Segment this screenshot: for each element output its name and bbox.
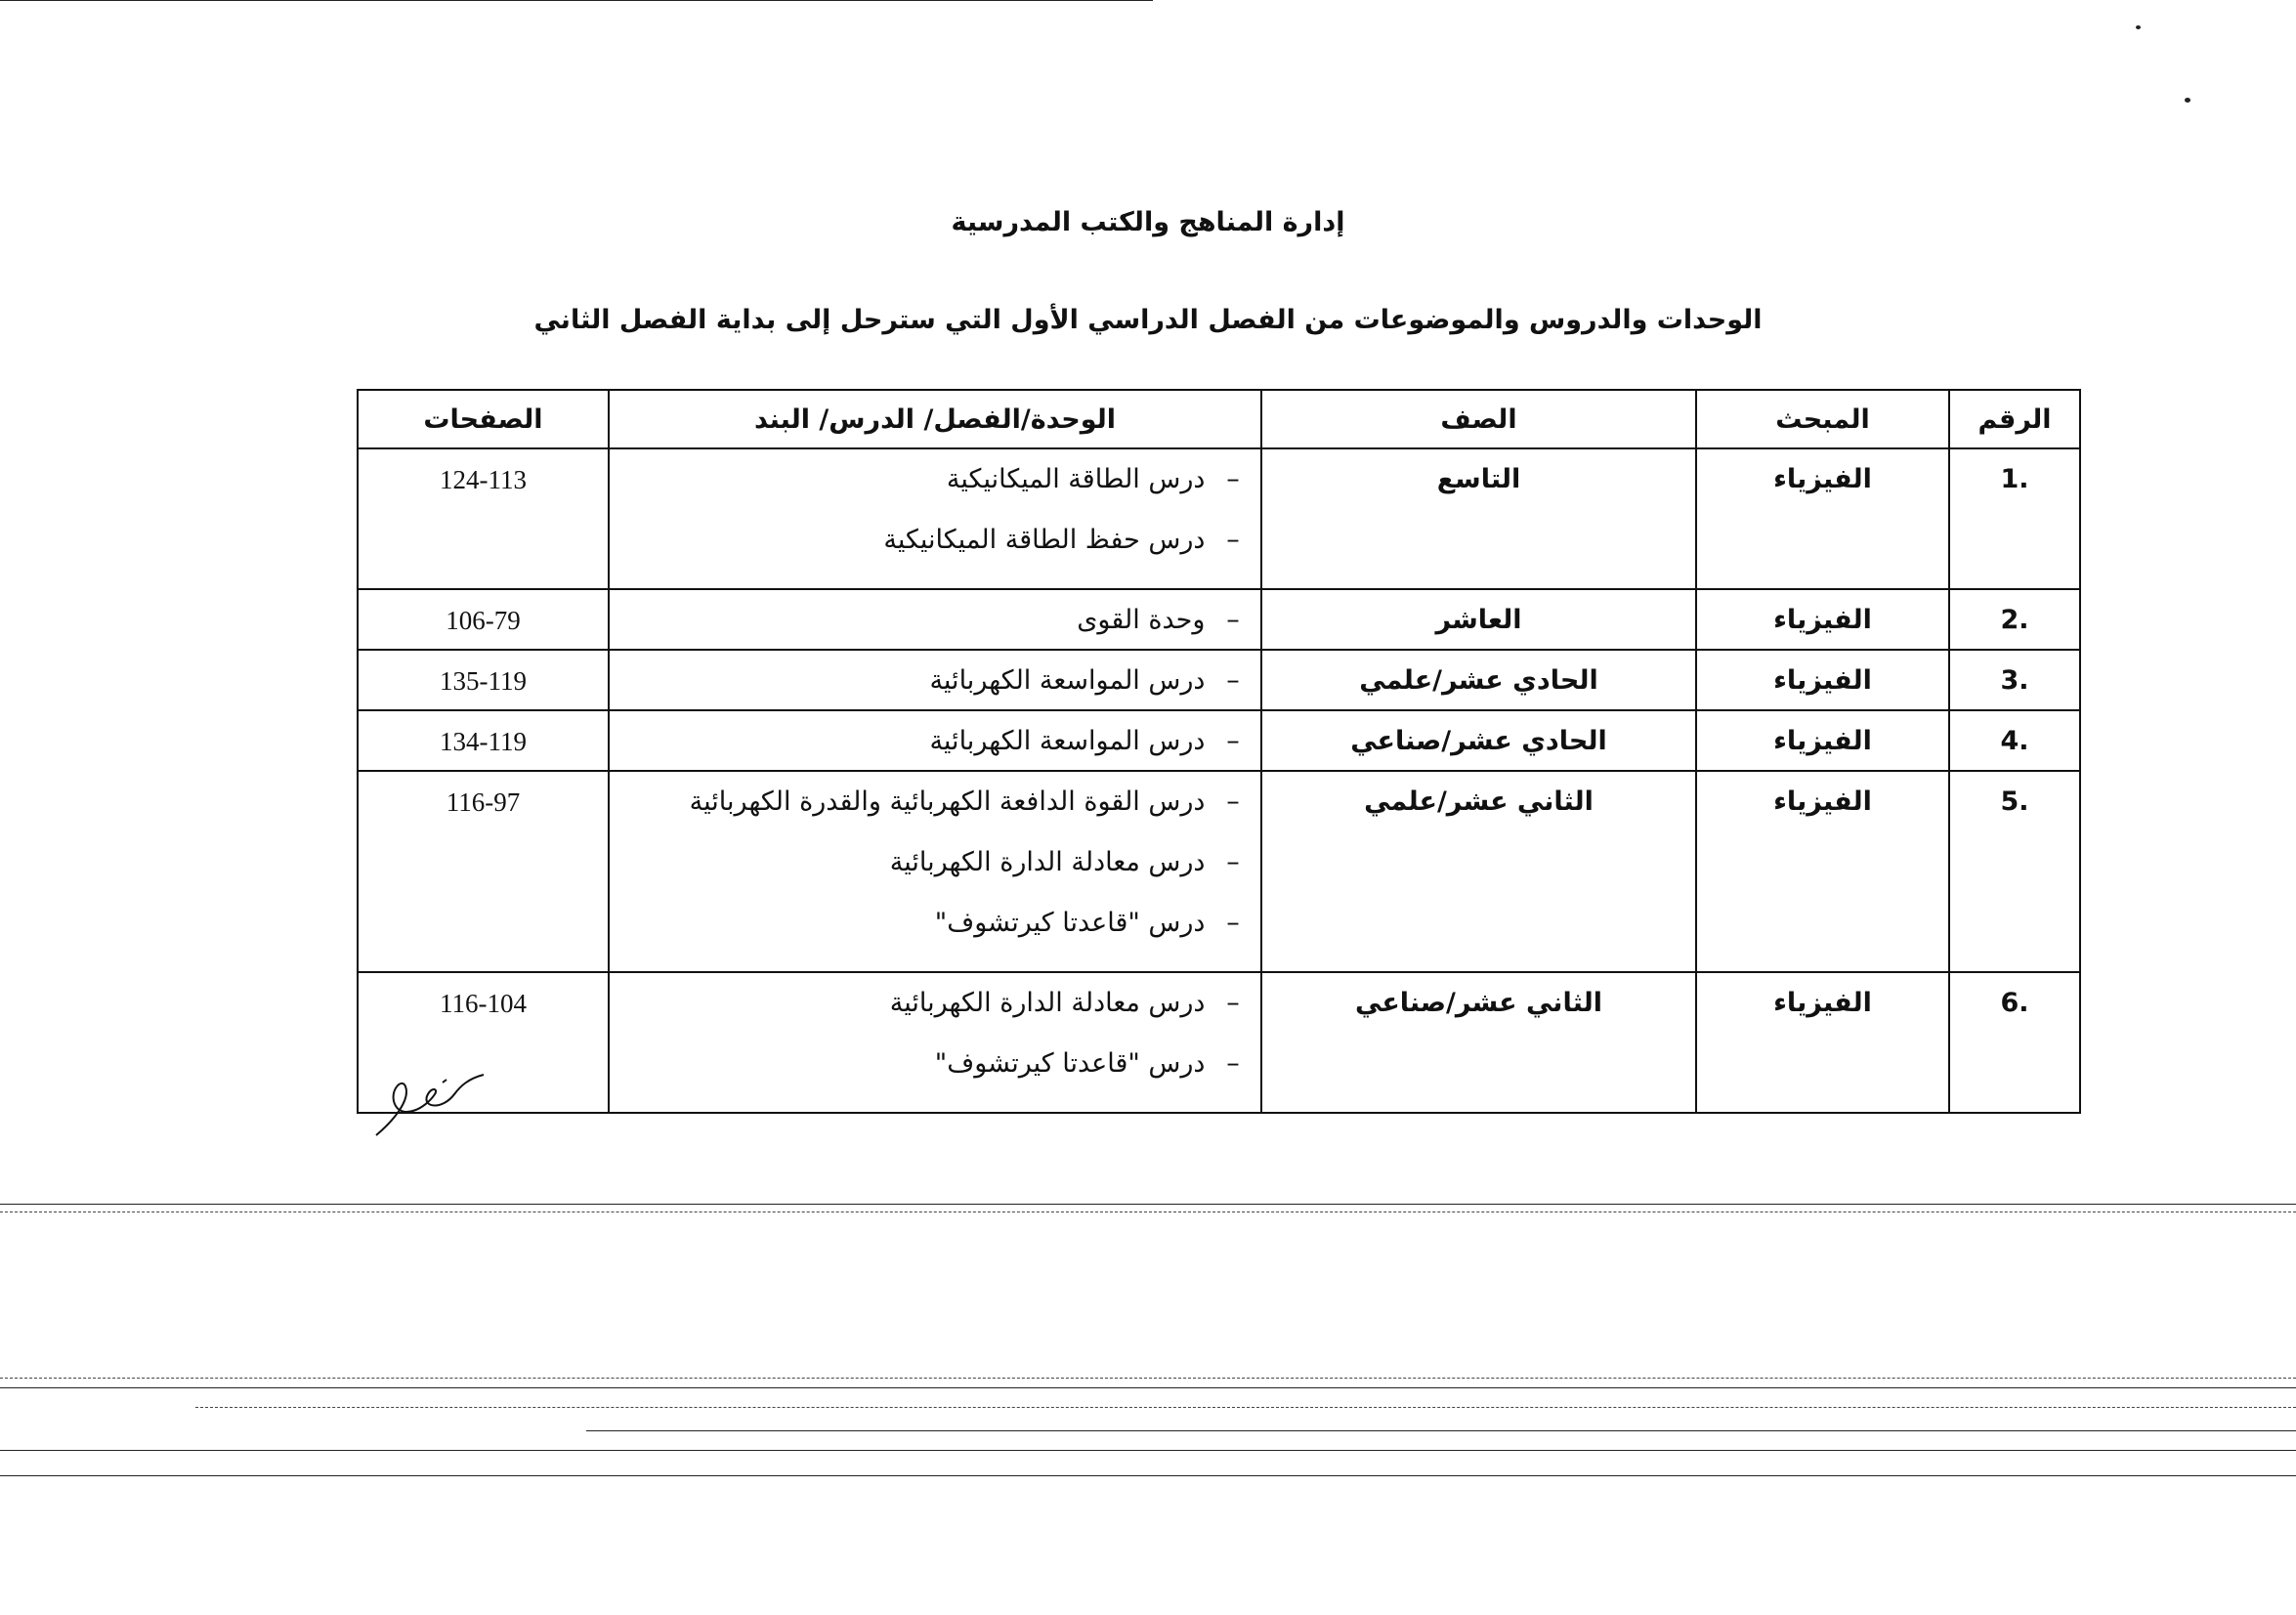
table-header-row bbox=[358, 390, 2080, 448]
bullet-dash: – bbox=[1226, 786, 1240, 817]
row-subject: الفيزياء bbox=[1696, 972, 1949, 1113]
table-row bbox=[358, 972, 2080, 1113]
unit-text: درس "قاعدتا كيرتشوف" bbox=[934, 1048, 1206, 1079]
row-number: 6. bbox=[1949, 972, 2080, 1113]
unit-text: درس "قاعدتا كيرتشوف" bbox=[934, 908, 1206, 938]
table-row bbox=[358, 448, 2080, 589]
unit-text: درس القوة الدافعة الكهربائية والقدرة الكهربائية bbox=[689, 786, 1206, 817]
row-units bbox=[609, 448, 1261, 589]
bullet-dash: – bbox=[1226, 605, 1240, 635]
unit-item bbox=[617, 520, 1253, 580]
scan-edge-line bbox=[0, 0, 1153, 1]
unit-item bbox=[617, 782, 1253, 842]
bullet-dash: – bbox=[1226, 525, 1240, 555]
scan-line-2 bbox=[0, 1211, 2296, 1212]
row-pages: 135-119 bbox=[358, 650, 609, 710]
row-grade: الحادي عشر/علمي bbox=[1261, 650, 1696, 710]
scan-line-4 bbox=[0, 1387, 2296, 1388]
row-subject: الفيزياء bbox=[1696, 771, 1949, 972]
unit-text: درس المواسعة الكهربائية bbox=[929, 665, 1206, 696]
bullet-dash: – bbox=[1226, 665, 1240, 696]
unit-item bbox=[617, 842, 1253, 903]
row-grade: العاشر bbox=[1261, 589, 1696, 650]
scan-line-8 bbox=[0, 1475, 2296, 1476]
table-row bbox=[358, 650, 2080, 710]
unit-text: درس المواسعة الكهربائية bbox=[929, 726, 1206, 756]
scan-line-1 bbox=[0, 1204, 2296, 1205]
row-grade: التاسع bbox=[1261, 448, 1696, 589]
bullet-dash: – bbox=[1226, 464, 1240, 494]
row-subject: الفيزياء bbox=[1696, 650, 1949, 710]
row-grade: الثاني عشر/صناعي bbox=[1261, 972, 1696, 1113]
bullet-dash: – bbox=[1226, 988, 1240, 1018]
row-grade: الحادي عشر/صناعي bbox=[1261, 710, 1696, 771]
unit-text: درس حفظ الطاقة الميكانيكية bbox=[883, 525, 1206, 555]
column-header-subject: المبحث bbox=[1696, 390, 1949, 448]
row-units bbox=[609, 589, 1261, 650]
row-units bbox=[609, 771, 1261, 972]
scan-line-7 bbox=[0, 1450, 2296, 1451]
table-row bbox=[358, 710, 2080, 771]
row-subject: الفيزياء bbox=[1696, 589, 1949, 650]
unit-item bbox=[617, 983, 1253, 1043]
scan-speck bbox=[2136, 25, 2141, 29]
bullet-dash: – bbox=[1226, 1048, 1240, 1079]
row-number: 5. bbox=[1949, 771, 2080, 972]
row-grade: الثاني عشر/علمي bbox=[1261, 771, 1696, 972]
row-pages: 134-119 bbox=[358, 710, 609, 771]
scan-line-6 bbox=[586, 1430, 2296, 1431]
department-heading: إدارة المناهج والكتب المدرسية bbox=[951, 207, 1345, 237]
unit-item bbox=[617, 600, 1253, 641]
unit-item bbox=[617, 660, 1253, 701]
column-header-units: الوحدة/الفصل/ الدرس/ البند bbox=[609, 390, 1261, 448]
unit-item bbox=[617, 1043, 1253, 1104]
row-subject: الفيزياء bbox=[1696, 448, 1949, 589]
row-pages: 124-113 bbox=[358, 448, 609, 589]
row-number: 3. bbox=[1949, 650, 2080, 710]
row-units bbox=[609, 710, 1261, 771]
row-pages: 106-79 bbox=[358, 589, 609, 650]
bullet-dash: – bbox=[1226, 908, 1240, 938]
unit-item bbox=[617, 721, 1253, 762]
unit-text: درس معادلة الدارة الكهربائية bbox=[889, 847, 1206, 877]
unit-item bbox=[617, 459, 1253, 520]
table-row bbox=[358, 771, 2080, 972]
scan-line-3 bbox=[0, 1378, 2296, 1379]
row-units bbox=[609, 972, 1261, 1113]
curriculum-table bbox=[357, 389, 2081, 1114]
row-pages: 116-97 bbox=[358, 771, 609, 972]
row-number: 1. bbox=[1949, 448, 2080, 589]
bullet-dash: – bbox=[1226, 726, 1240, 756]
row-number: 4. bbox=[1949, 710, 2080, 771]
handwritten-signature bbox=[366, 1065, 493, 1143]
document-title: الوحدات والدروس والموضوعات من الفصل الدراسي الأول التي سترحل إلى بداية الفصل الثاني bbox=[533, 305, 1763, 335]
unit-item bbox=[617, 903, 1253, 963]
unit-text: درس الطاقة الميكانيكية bbox=[946, 464, 1206, 494]
row-pages: 116-104 bbox=[358, 972, 609, 1113]
unit-text: وحدة القوى bbox=[1077, 605, 1206, 635]
row-subject: الفيزياء bbox=[1696, 710, 1949, 771]
row-units bbox=[609, 650, 1261, 710]
row-number: 2. bbox=[1949, 589, 2080, 650]
unit-text: درس معادلة الدارة الكهربائية bbox=[889, 988, 1206, 1018]
scan-speck bbox=[2185, 98, 2190, 103]
scan-line-5 bbox=[195, 1407, 2296, 1408]
column-header-pages: الصفحات bbox=[358, 390, 609, 448]
table-row bbox=[358, 589, 2080, 650]
column-header-grade: الصف bbox=[1261, 390, 1696, 448]
column-header-number: الرقم bbox=[1949, 390, 2080, 448]
bullet-dash: – bbox=[1226, 847, 1240, 877]
